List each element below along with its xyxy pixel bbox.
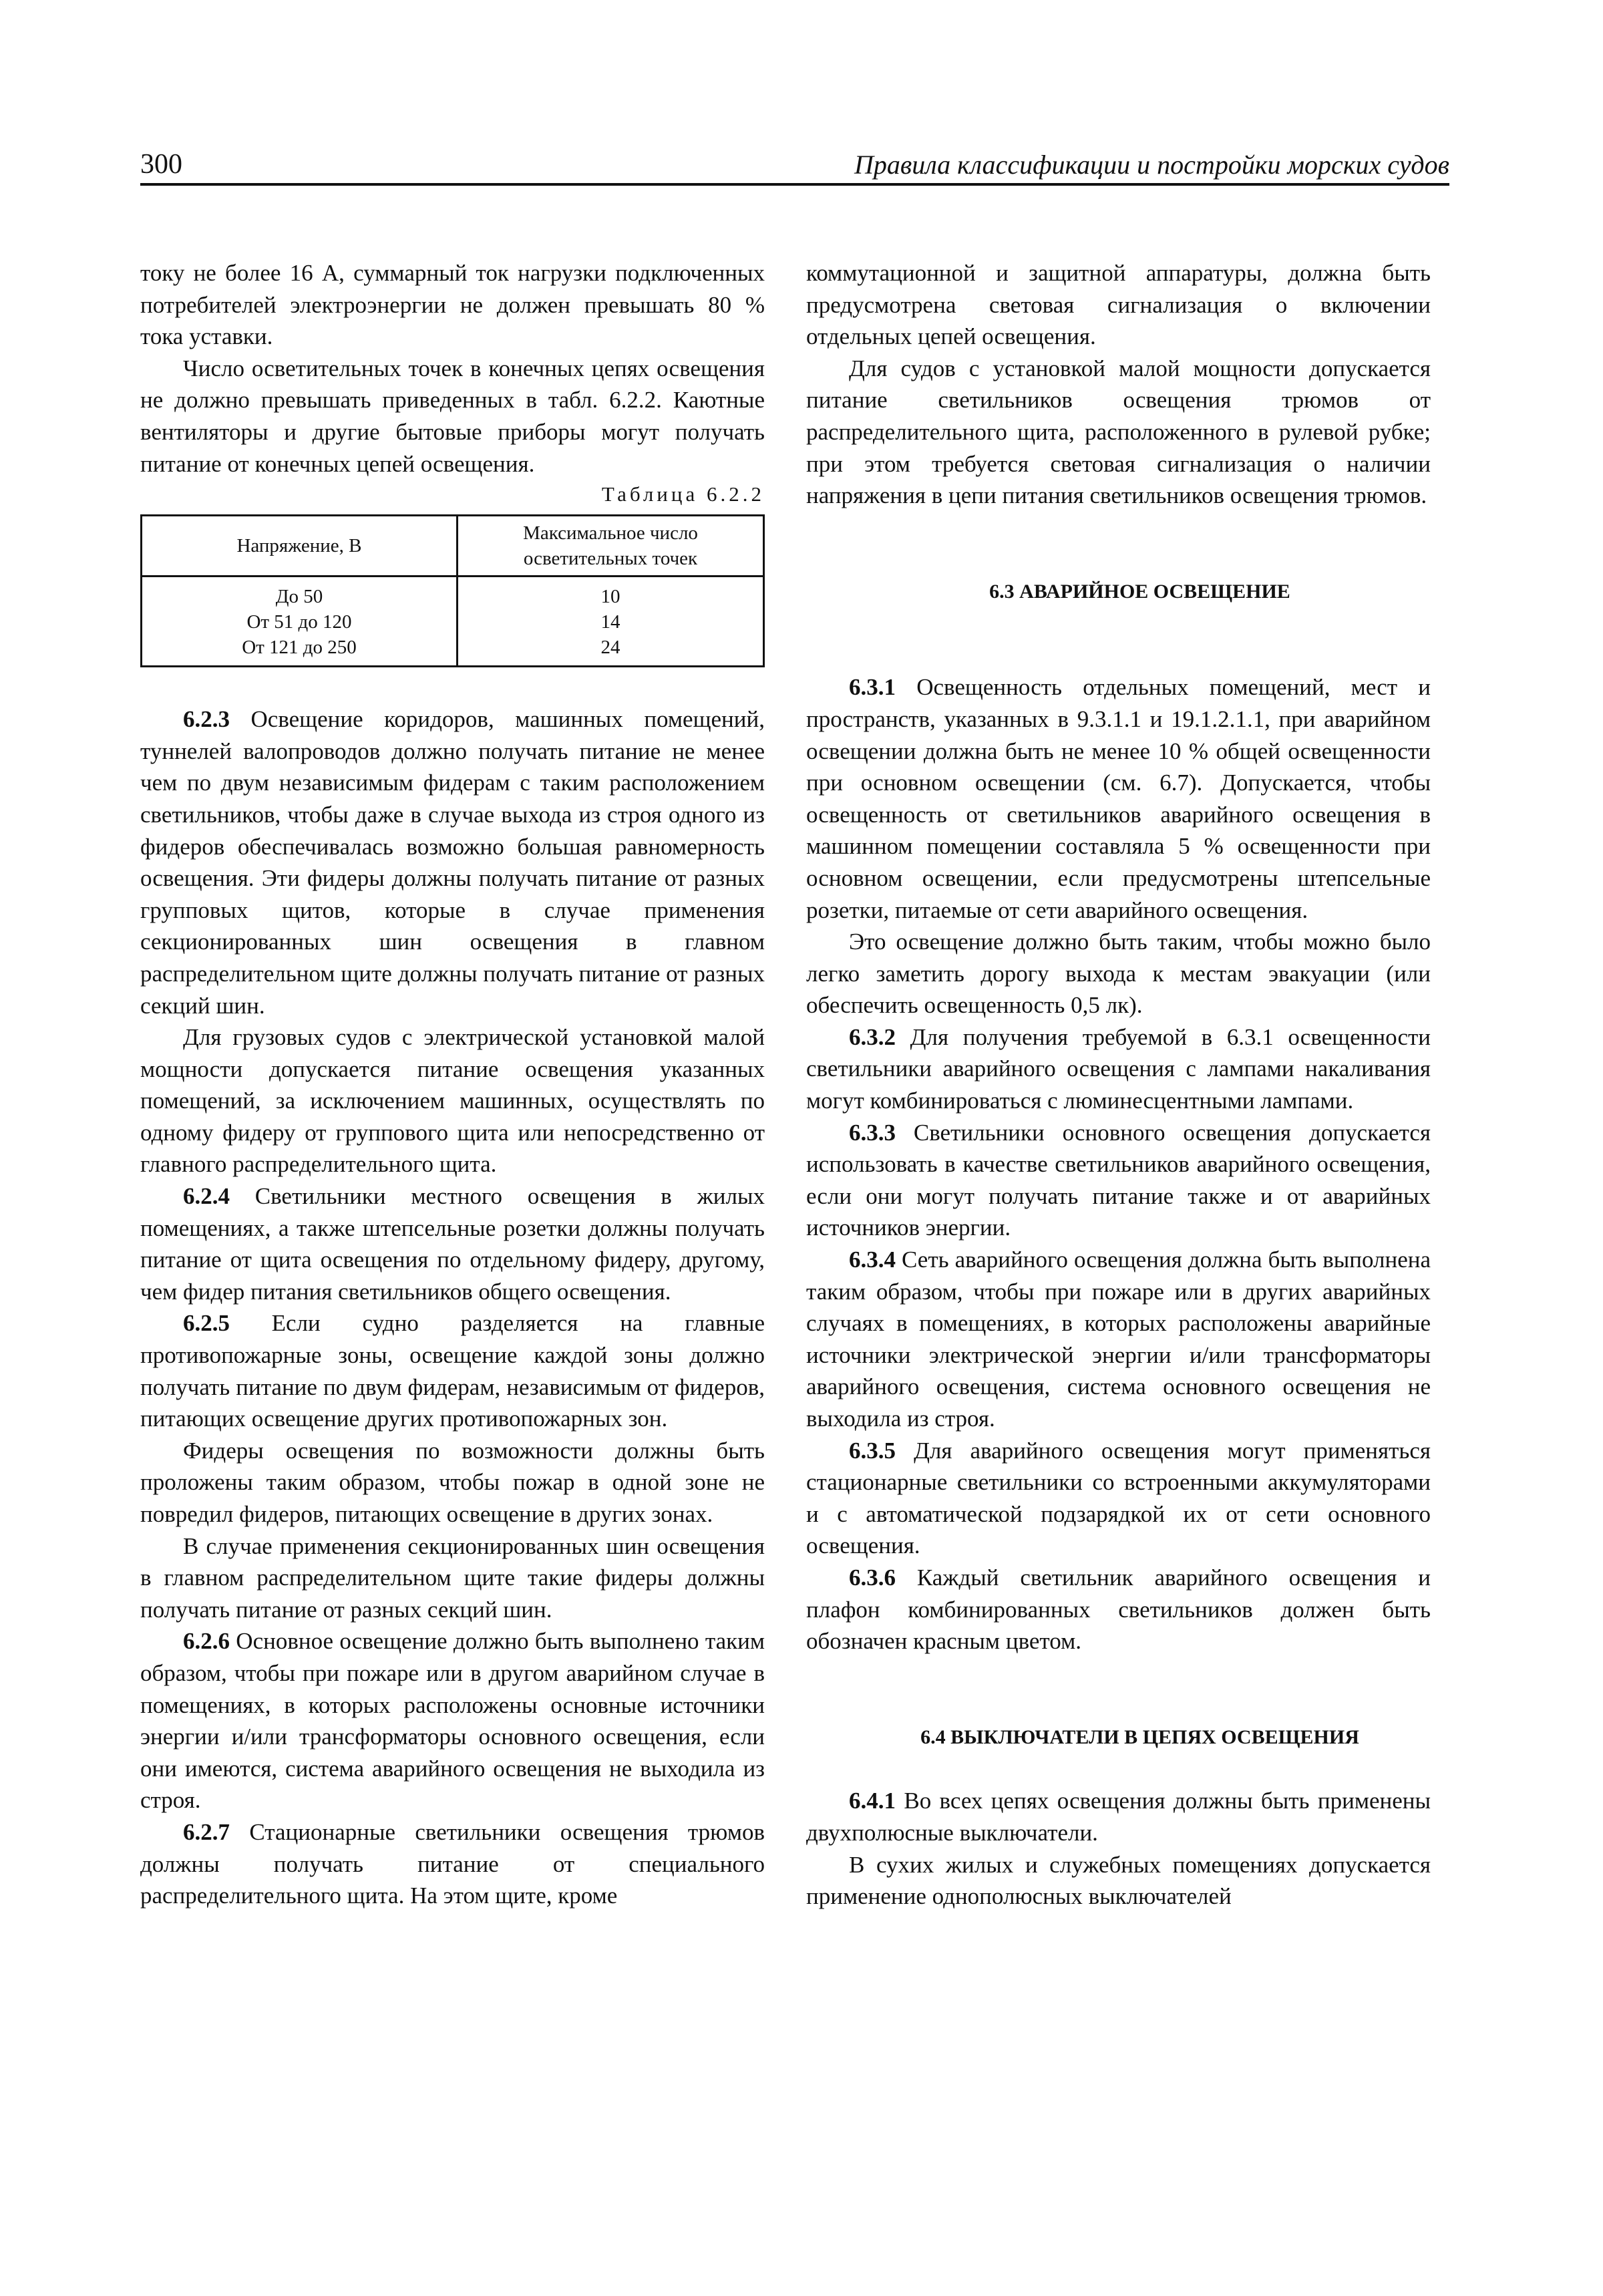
paragraph: Для грузовых судов с электрической установкой малой мощности допускается питание освещения указанных помещений, за исключением машинных, осуществлять по одному фидеру от группового щита или непосредственно от главного распределительного щита. [140,1024,765,1178]
clause-6-2-7 [140,1816,765,1912]
paragraph: Число осветительных точек в конечных цепях освещения не должно превышать приведенных в табл. 6.2.2. Каютные вентиляторы и другие бытовые приборы могут получать питание от конечных цепей освещения. [140,355,765,477]
table-cell: До 50 [142,577,458,610]
clause-text: Для получения требуемой в 6.3.1 освещенности светильники аварийного освещения с лампами накаливания могут комбинироваться с люминесцентными лампами. [806,1023,1431,1114]
clause-number: 6.2.6 [183,1628,230,1655]
table-row [142,609,764,635]
clause-text: Освещение коридоров, машинных помещений, туннелей валопроводов должно получать питание не менее чем по двум независимым фидерам с таким расположением светильников, чтобы даже в случае выхода из строя одного из фидеров обеспечивалась возможно большая равномерность освещения. Эти фидеры должны получать питание от разных групповых щитов, которые в случае применения секционированных шин освещения в главном распределительном щите должны получать питание от разных секций шин. [140,706,765,1019]
paragraph: В сухих жилых и служебных помещениях допускается применение однополюсных выключателей [806,1851,1431,1910]
running-title: Правила классификации и постройки морских судов [854,150,1449,180]
table-header-row [142,516,764,577]
clause-text: Во всех цепях освещения должны быть применены двухполюсные выключатели. [806,1788,1431,1846]
spacer [806,607,1431,639]
spacer [806,1753,1431,1785]
clause-6-3-6 [806,1562,1431,1657]
table-cell: 24 [458,635,764,667]
page-header [140,143,1449,186]
clause-number: 6.3.3 [849,1119,896,1146]
clause-number: 6.2.3 [183,706,230,733]
clause-number: 6.3.6 [849,1564,896,1591]
clause-number: 6.3.1 [849,674,896,701]
clause-text: Для аварийного освещения могут применяться стационарные светильники со встроенными аккумуляторами и с автоматической подзарядкой их от сети основного освещения. [806,1437,1431,1559]
clause-text: Сеть аварийного освещения должна быть выполнена таким образом, чтобы при пожаре или в других аварийных случаях в помещениях, в которых расположены аварийные источники электрической энергии и/или трансформаторы аварийного освещения, система основного освещения не выходила из строя. [806,1247,1431,1432]
clause-number: 6.4.1 [849,1788,896,1814]
left-column [140,257,765,1912]
clause-number: 6.2.7 [183,1818,230,1845]
page-number: 300 [140,149,182,180]
paragraph: В случае применения секционированных шин освещения в главном распределительном щите такие фидеры должны получать питание от разных секций шин. [140,1532,765,1623]
table-row [142,577,764,610]
spacer [806,1657,1431,1689]
clause-6-3-1 [806,671,1431,926]
clause-6-2-5 [140,1307,765,1434]
table-cell: От 121 до 250 [142,635,458,667]
paragraph: коммутационной и защитной аппаратуры, должна быть предусмотрена световая сигнализация о включении отдельных цепей освещения. [806,260,1431,350]
table-cell: От 51 до 120 [142,609,458,635]
paragraph: Это освещение должно быть таким, чтобы можно было легко заметить дорогу выхода к местам эвакуации (или обеспечить освещенность 0,5 лк). [806,929,1431,1019]
clause-number: 6.3.5 [849,1437,896,1464]
section-title-6-4: 6.4 ВЫКЛЮЧАТЕЛИ В ЦЕПЯХ ОСВЕЩЕНИЯ [920,1726,1359,1748]
clause-6-3-2 [806,1021,1431,1117]
table-header-cell: Максимальное число осветительных точек [458,516,764,577]
table-caption: Таблица 6.2.2 [601,482,765,506]
clause-text: Стационарные светильники освещения трюмов должны получать питание от специального распределительного щита. На этом щите, кроме [140,1818,765,1909]
clause-text: Основное освещение должно быть выполнено таким образом, чтобы при пожаре или в другом аварийном случае в помещениях, в которых расположены основные источники энергии и/или трансформаторы основного освещения, если они имеются, система аварийного освещения не выходила из строя. [140,1628,765,1814]
clause-6-3-3 [806,1117,1431,1244]
clause-6-2-4 [140,1180,765,1307]
spacer [806,1689,1431,1721]
section-title-6-3: 6.3 АВАРИЙНОЕ ОСВЕЩЕНИЕ [989,580,1290,603]
spacer [140,671,765,703]
paragraph: току не более 16 А, суммарный ток нагрузки подключенных потребителей электроэнергии не должен превышать 80 % тока уставки. [140,260,765,350]
right-column [806,257,1431,1913]
spacer [806,639,1431,671]
clause-number: 6.3.2 [849,1023,896,1050]
table-cell: 14 [458,609,764,635]
clause-number: 6.2.4 [183,1183,230,1210]
clause-6-3-4 [806,1244,1431,1435]
spacer [806,512,1431,544]
table-row [142,635,764,667]
lighting-points-table [140,514,765,667]
clause-6-4-1 [806,1785,1431,1848]
clause-6-2-6 [140,1625,765,1816]
clause-text: Светильники местного освещения в жилых помещениях, а также штепсельные розетки должны получать питание от щита освещения по отдельному фидеру, другому, чем фидер питания светильников общего освещения. [140,1183,765,1305]
table-header-cell: Напряжение, В [142,516,458,577]
clause-text: Освещенность отдельных помещений, мест и пространств, указанных в 9.3.1.1 и 19.1.2.1.1, при аварийном освещении должна быть не менее 10 % общей освещенности при основном освещении (см. 6.7). Допускается, чтобы освещенность от светильников аварийного освещения в машинном помещении составляла 5 % освещенности при основном освещении, если предусмотрены штепсельные розетки, питаемые от сети аварийного освещения. [806,674,1431,923]
paragraph: Для судов с установкой малой мощности допускается питание светильников освещения трюмов от распределительного щита, расположенного в рулевой рубке; при этом требуется световая сигнализация о наличии напряжения в цепи питания светильников освещения трюмов. [806,355,1431,509]
clause-6-2-3 [140,703,765,1021]
clause-text: Если судно разделяется на главные противопожарные зоны, освещение каждой зоны должно получать питание по двум фидерам, независимым от фидеров, питающих освещение других противопожарных зон. [140,1310,765,1432]
clause-text: Каждый светильник аварийного освещения и плафон комбинированных светильников должен быть обозначен красным цветом. [806,1564,1431,1655]
clause-number: 6.2.5 [183,1310,230,1337]
table-cell: 10 [458,577,764,610]
spacer [806,544,1431,576]
clause-text: Светильники основного освещения допускается использовать в качестве светильников аварийного освещения, если они могут получать питание также и от аварийных источников энергии. [806,1119,1431,1241]
clause-6-3-5 [806,1435,1431,1562]
paragraph: Фидеры освещения по возможности должны быть проложены таким образом, чтобы пожар в одной зоне не повредил фидеров, питающих освещение в других зонах. [140,1437,765,1527]
clause-number: 6.3.4 [849,1247,896,1273]
